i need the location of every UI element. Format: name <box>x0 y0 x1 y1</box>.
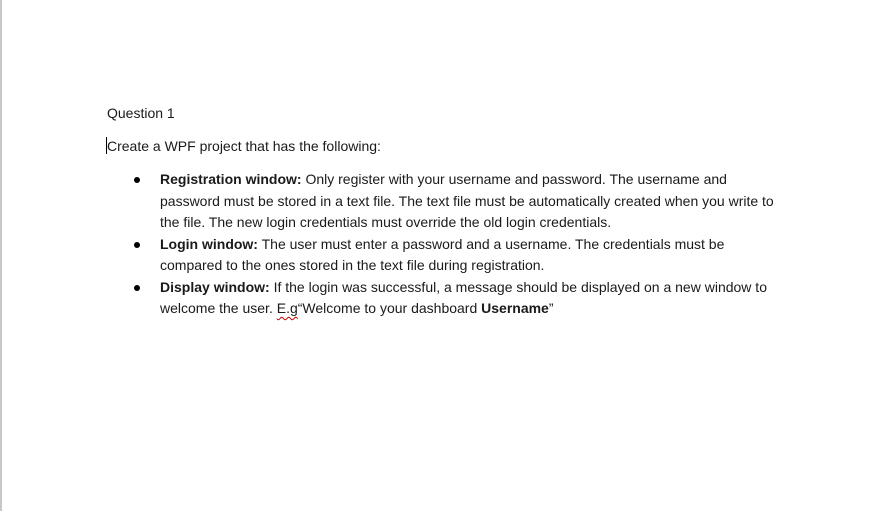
page-left-edge <box>0 0 2 511</box>
item-text: Only register with your username and password. The username and password must be stored in a text file. The text file must be automatically created when you write to the file. The new login credentials must override the old login credentials. <box>160 171 774 230</box>
spellcheck-word[interactable]: E.g <box>276 300 298 316</box>
list-item-display <box>107 277 787 320</box>
requirements-list <box>107 169 787 320</box>
document-body[interactable] <box>107 103 787 320</box>
list-item-registration <box>107 169 787 234</box>
item-text: If the login was successful, a message should be displayed on a new window to welcome the user. <box>160 278 767 316</box>
bullet-icon <box>134 177 140 183</box>
item-text: The user must enter a password and a username. The credentials must be compared to the ones stored in the text file during registration. <box>160 235 725 273</box>
intro-paragraph[interactable] <box>107 136 787 156</box>
bullet-icon <box>134 242 140 248</box>
text-cursor <box>106 137 107 154</box>
example-username: Username <box>481 300 549 316</box>
list-item-login <box>107 234 787 277</box>
bullet-icon <box>134 285 140 291</box>
question-heading: Question 1 <box>107 105 175 121</box>
item-title: Login window: <box>160 235 258 252</box>
item-title: Display window: <box>160 278 270 295</box>
item-title: Registration window: <box>160 171 302 187</box>
example-close-quote: ” <box>548 300 554 316</box>
example-quote: “Welcome to your dashboard <box>297 300 482 316</box>
intro-text: Create a WPF project that has the following: <box>107 138 381 154</box>
